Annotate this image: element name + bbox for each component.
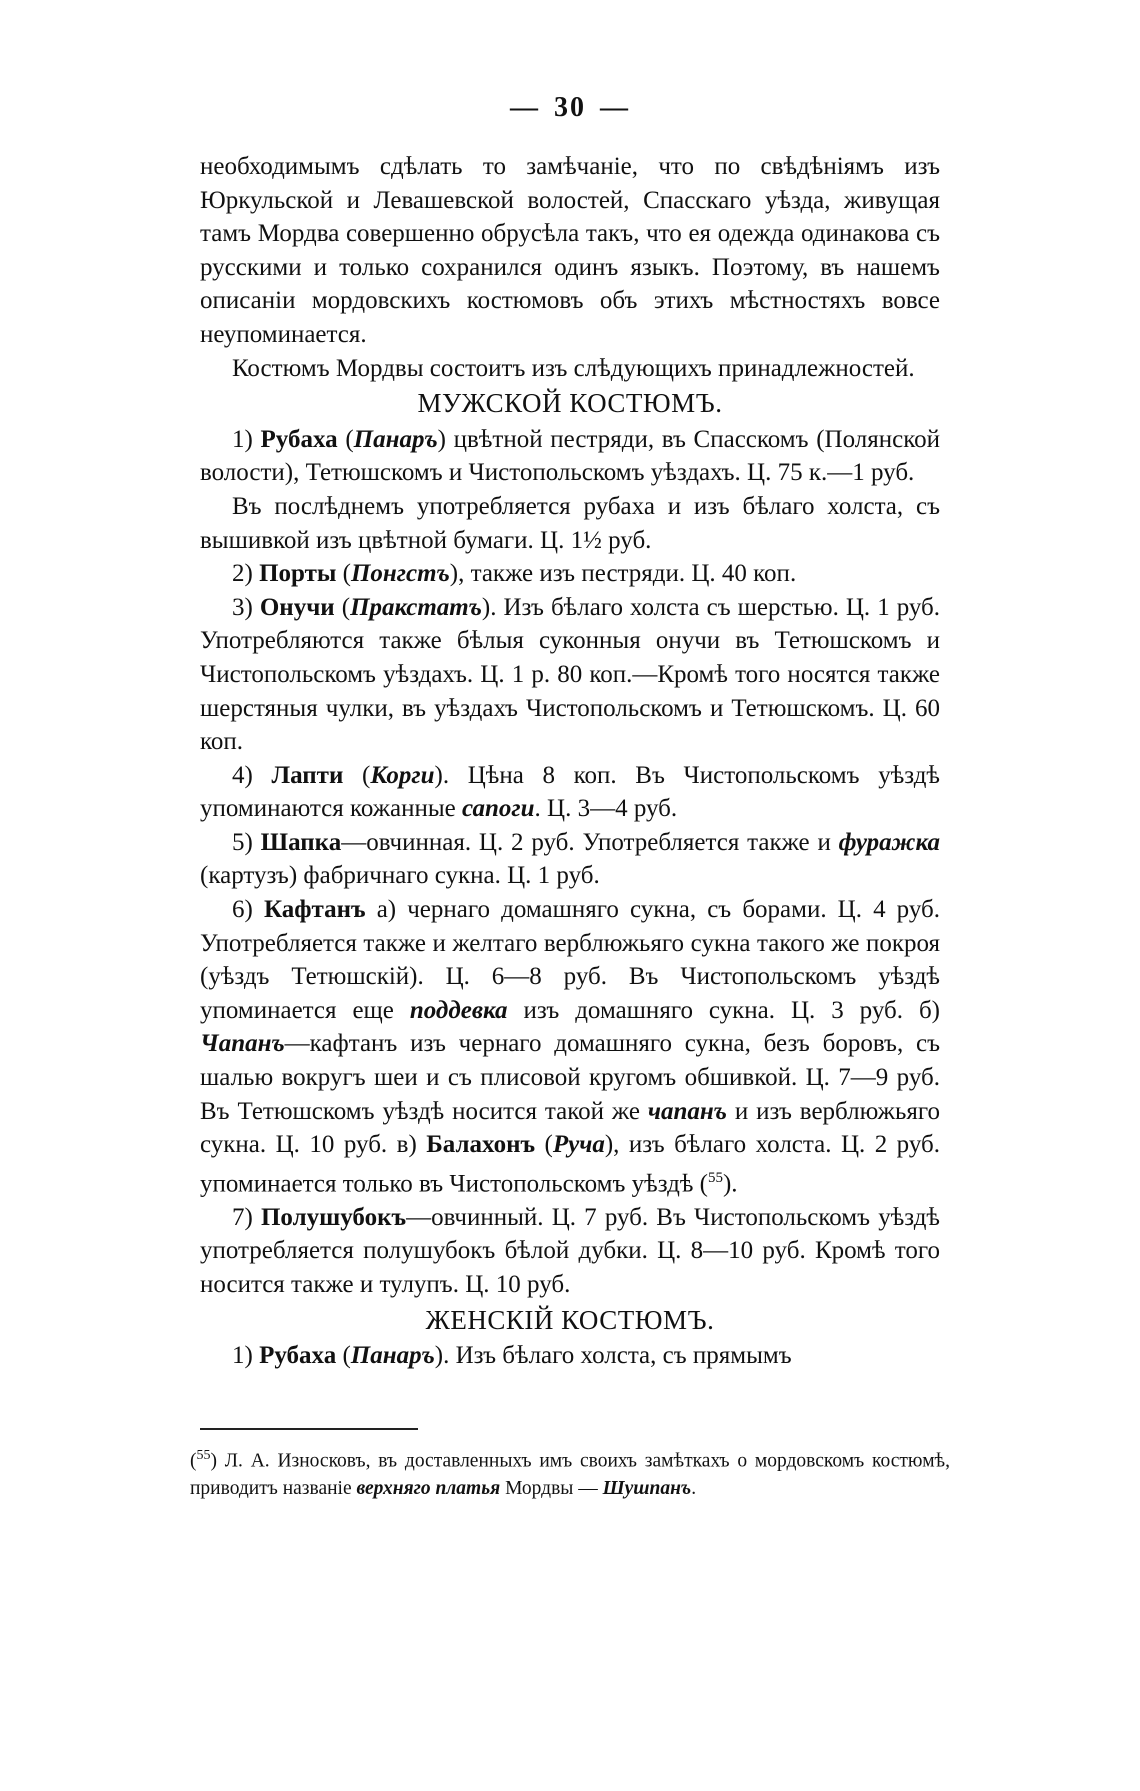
- item-number: 7): [232, 1203, 253, 1231]
- footnote-mark: 55: [196, 1448, 211, 1463]
- mens-item-4: 4) Лапти (Корги). Цѣна 8 коп. Въ Чистопольскомъ уѣздѣ упоминаются кожанные сапоги. Ц. 3—4 руб.: [200, 761, 940, 823]
- womens-costume-heading: ЖЕНСКІЙ КОСТЮМЪ.: [425, 1304, 715, 1335]
- item-number: 6): [232, 896, 253, 924]
- item-variant-name: фуражка: [838, 828, 940, 856]
- mens-item-1-note: Въ послѣднемъ употребляется рубаха и изъ бѣлаго холста, съ вышивкой изъ цвѣтной бумаги. Ц. 1½ руб.: [200, 492, 940, 554]
- item-native-name: Понгстъ: [350, 560, 450, 588]
- item-number: 4): [232, 761, 253, 789]
- item-name: Рубаха: [259, 1342, 337, 1370]
- page-number-dash-right: —: [600, 92, 630, 123]
- item-number: 1): [232, 1342, 253, 1370]
- body-text: [200, 150, 940, 1373]
- item-name-secondary: Балахонъ: [426, 1131, 536, 1159]
- item-native-name: Панаръ: [350, 1342, 435, 1370]
- page-number-value: 30: [554, 92, 586, 123]
- mens-item-3: 3) Онучи (Пракстатъ). Изъ бѣлаго холста съ шерстью. Ц. 1 руб. Употребляются также бѣлыя суконныя онучи въ Тетюшскомъ и Чистопольскомъ уѣздахъ. Ц. 1 р. 80 коп.—Кромѣ того носятся также шерстяныя чулки, въ уѣздахъ Чистопольскомъ и Тетюшскомъ. Ц. 60 коп.: [200, 593, 941, 756]
- item-native-name: Пракстатъ: [350, 593, 482, 621]
- mens-item-6: 6) Кафтанъ а) чернаго домашняго сукна, съ борами. Ц. 4 руб. Употребляется также и желтаго верблюжьяго сукна такого же покроя (уѣздъ Тетюшскій). Ц. 6—8 руб. Въ Чистопольскомъ уѣздѣ упоминается еще поддевка изъ домашняго сукна. Ц. 3 руб. б) Чапанъ—кафтанъ изъ чернаго домашняго сукна, безъ боровъ, съ шалью вокругъ шеи и съ плисовой кругомъ обшивкой. Ц. 7—9 руб. Въ Тетюшскомъ уѣздѣ носится такой же чапанъ и изъ верблюжьяго сукна. Ц. 10 руб. в) Балахонъ (Руча), изъ бѣлаго холста. Ц. 2 руб. упоминается только въ Чистопольскомъ уѣздѣ ($^{55}$).: [200, 896, 940, 1198]
- item-native-name: Корги: [370, 761, 435, 789]
- page-number: [0, 92, 1140, 124]
- item-text: ). Изъ бѣлаго холста, съ прямымъ: [434, 1342, 792, 1370]
- item-number: 5): [232, 828, 253, 856]
- item-name: Рубаха: [260, 425, 338, 453]
- item-variant-name: поддевка: [409, 996, 508, 1024]
- item-name: Шапка: [260, 828, 342, 856]
- intro-paragraph: необходимымъ сдѣлать то замѣчаніе, что по свѣдѣніямъ изъ Юркульской и Левашевской волостей, Спасскаго уѣзда, живущая тамъ Мордва совершенно обрусѣла такъ, что ея одежда одинакова съ русскими и только сохранился одинъ языкъ. Поэтому, въ нашемъ описаніи мордовскихъ костюмовъ объ этихъ мѣстностяхъ вовсе неупоминается.: [200, 153, 940, 348]
- footnote: ($^{55}$) Л. А. Износковъ, въ доставленныхъ имъ своихъ замѣткахъ о мордовскомъ костюмѣ, приводитъ названіе верхняго платья Мордвы — Шушпанъ.: [190, 1448, 950, 1499]
- item-name: Лапти: [271, 761, 344, 789]
- mens-costume-heading: МУЖСКОЙ КОСТЮМЪ.: [417, 388, 723, 419]
- item-name: Онучи: [259, 593, 335, 621]
- item-variant-name: чапанъ: [647, 1097, 727, 1125]
- item-number: 3): [232, 593, 253, 621]
- item-name: Кафтанъ: [263, 896, 366, 924]
- item-number: 2): [232, 560, 253, 588]
- item-variant-name: сапоги: [462, 795, 535, 823]
- mens-item-1: 1) Рубаха (Панаръ) цвѣтной пестряди, въ Спасскомъ (Полянской волости), Тетюшскомъ и Чистопольскомъ уѣздахъ. Ц. 75 к.—1 руб.: [200, 425, 940, 487]
- item-text: —овчинный. Ц. 7 руб. Въ Чистопольскомъ уѣздѣ употребляется полушубокъ бѣлой дубки. Ц. 8—10 руб. Кромѣ того носится также и тулупъ. Ц. 10 руб.: [200, 1203, 940, 1298]
- womens-item-1: 1) Рубаха (Панаръ). Изъ бѣлаго холста, съ прямымъ: [232, 1342, 792, 1370]
- item-number: 1): [232, 425, 253, 453]
- item-native-name: Панаръ: [353, 425, 438, 453]
- footnote-divider: [200, 1428, 418, 1430]
- item-text: а) чернаго домашняго сукна, съ борами. Ц. 4 руб. Употребляется также и желтаго верблюжьяго сукна такого же покроя (уѣздъ Тетюшскій). Ц. 6—8 руб. Въ Чистопольскомъ уѣздѣ упоминается еще: [200, 896, 940, 1024]
- item-text: ), также изъ пестряди. Ц. 40 коп.: [449, 560, 797, 588]
- item-native-name: Руча: [552, 1131, 605, 1159]
- mens-item-5: [200, 826, 940, 893]
- costume-parts-paragraph: Костюмъ Мордвы состоитъ изъ слѣдующихъ принадлежностей.: [232, 354, 915, 382]
- item-variant-name: Чапанъ: [200, 1030, 285, 1058]
- item-text-cont: . Ц. 3—4 руб.: [534, 795, 678, 823]
- footnote-native-term: Шушпанъ: [602, 1477, 692, 1499]
- item-text-cont: (картузъ) фабричнаго сукна. Ц. 1 руб.: [200, 862, 600, 890]
- footnote-term: верхняго платья: [356, 1477, 501, 1499]
- footnote-text: ) Л. А. Износковъ, въ доставленныхъ имъ своихъ замѣткахъ о мордовскомъ костюмѣ, приводитъ названіе: [190, 1450, 950, 1499]
- footnote-reference: 55: [707, 1169, 723, 1186]
- item-text: —овчинная. Ц. 2 руб. Употребляется также и: [341, 828, 839, 856]
- item-text: ). Изъ бѣлаго холста съ шерстью. Ц. 1 руб. Употребляются также бѣлыя суконныя онучи въ Тетюшскомъ и Чистопольскомъ уѣздахъ. Ц. 1 р. 80 коп.—Кромѣ того носятся также шерстяныя чулки, въ уѣздахъ Чистопольскомъ и Тетюшскомъ. Ц. 60 коп.: [200, 593, 941, 756]
- item-text: ) цвѣтной пестряди, въ Спасскомъ (Полянской волости), Тетюшскомъ и Чистопольскомъ уѣздахъ. Ц. 75 к.—1 руб.: [200, 425, 940, 487]
- mens-item-7: [200, 1201, 940, 1302]
- item-text: ). Цѣна 8 коп. Въ Чистопольскомъ уѣздѣ упоминаются кожанные: [200, 761, 940, 823]
- page-number-dash-left: —: [510, 92, 540, 123]
- item-name: Порты: [259, 560, 337, 588]
- item-name: Полушубокъ: [260, 1203, 407, 1231]
- mens-item-2: 2) Порты (Понгстъ), также изъ пестряди. Ц. 40 коп.: [232, 560, 797, 588]
